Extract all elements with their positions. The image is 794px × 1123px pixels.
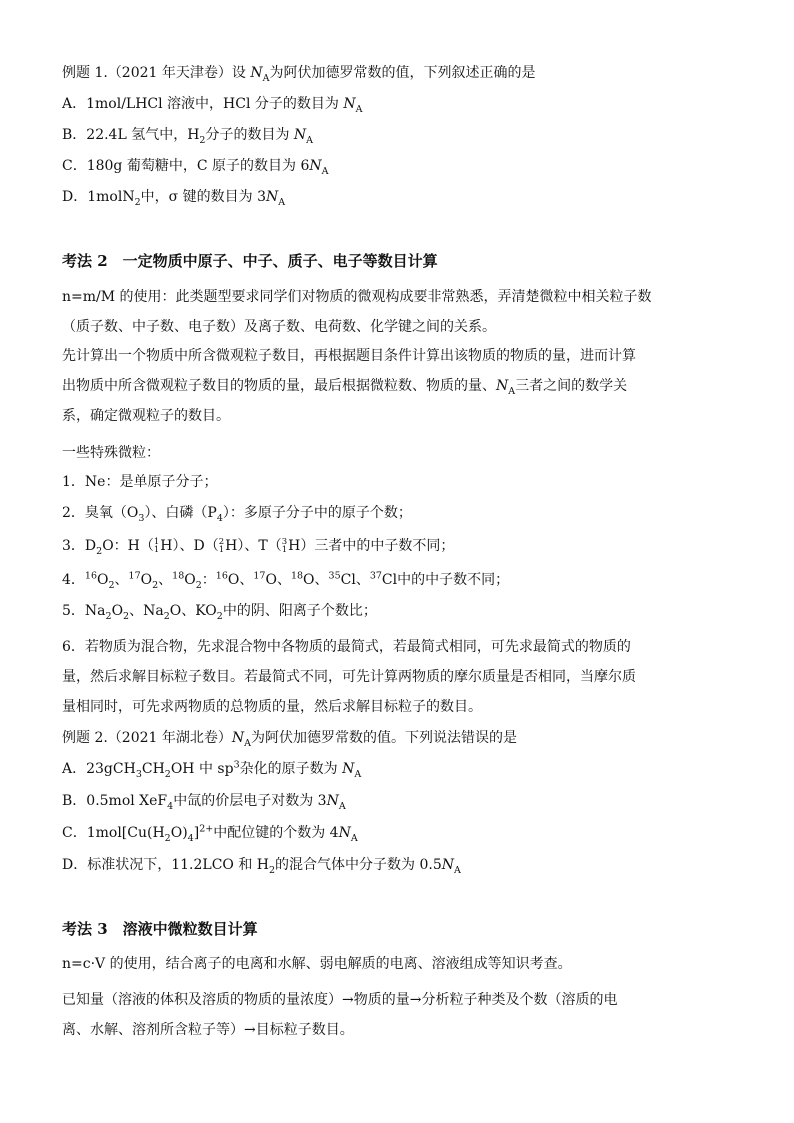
section2-paragraph2-line3: 系，确定微观粒子的数目。: [62, 408, 230, 424]
nuclide-h2: 2 1: [218, 536, 225, 555]
example2-option-a: A．$23gCH_3CH_2OH$ 中 $sp^3$杂化的原子数为 $N_A$: [62, 759, 362, 780]
example2-option-c: C．$1mol[Cu(H_2O)_4]^{2+}$中配位键的个数为 $4N_A$: [62, 823, 358, 844]
section2-paragraph1-line1: n=m/M 的使用：此类题型要求同学们对物质的微观构成要非常熟悉，弄清楚微粒中相关粒子数: [62, 289, 652, 305]
special-particles-title: 一些特殊微粒：: [62, 445, 160, 461]
section2-heading: 考法 2 一定物质中原子、中子、质子、电子等数目计算: [62, 252, 438, 270]
special-item-6-line2: 量，然后求解目标粒子数目。若最简式不同，可先计算两物质的摩尔质量是否相同，当摩尔质: [62, 669, 636, 685]
special-item-2: 2．臭氧$(O_3)$、白磷$(P_4)$：多原子分子中的原子个数；: [62, 505, 412, 524]
section2-paragraph2-line1: 先计算出一个物质中所含微观粒子数目，再根据题目条件计算出该物质的物质的量，进而计算: [62, 348, 636, 364]
section2-paragraph2-line2: 出物质中所含微观粒子数目的物质的量，最后根据微粒数、物质的量、$N_A$三者之间的数学关: [62, 378, 628, 397]
example1-option-b: B．22.4L 氢气中，$H_2$分子的数目为 $N_A$: [62, 127, 314, 146]
special-item-3: 3．$D_2O$：H（ 1 1 H）、D（ 2 1 H）、T（ 3 1 H）三者中的中子数不同；: [62, 536, 455, 557]
example2-option-d: D．标准状况下，11.2LCO 和 $H_2$的混合气体中分子数为 $0.5N_A$: [62, 857, 461, 876]
section2-paragraph1-line2: （质子数、中子数、电子数）及离子数、电荷数、化学键之间的关系。: [62, 319, 496, 335]
special-item-5: 5．$Na_2O_2$、$Na_2O$、$KO_2$中的阴、阳离子个数比；: [62, 603, 377, 622]
section3-paragraph2-line1: 已知量（溶液的体积及溶质的物质的量浓度）→物质的量→分析粒子种类及个数（溶质的电: [62, 992, 618, 1008]
special-item-6-line1: 6．若物质为混合物，先求混合物中各物质的最简式，若最简式相同，可先求最简式的物质的: [62, 639, 631, 655]
example2-stem: 例题 2.（2021 年湖北卷）$N_A$为阿伏加德罗常数的值。下列说法错误的是: [62, 730, 518, 749]
example1-stem: 例题 1.（2021 年天津卷）设 $N_A$为阿伏加德罗常数的值，下列叙述正确的是: [62, 65, 536, 84]
section3-paragraph1: n=c·V 的使用，结合离子的电离和水解、弱电解质的电离、溶液组成等知识考查。: [62, 956, 572, 972]
example1-option-d: D．1molN$_2$中，σ 键的数目为 $3N_A$: [62, 189, 286, 208]
example2-option-b: B．0.5mol XeF$_4$中氙的价层电子对数为 $3N_A$: [62, 793, 346, 812]
special-item-6-line3: 量相同时，可先求两物质的总物质的量，然后求解目标粒子的数目。: [62, 699, 482, 715]
example1-option-a: A．1mol/LHCl 溶液中，HCl 分子的数目为 $N_A$: [62, 96, 363, 115]
special-item-4: 4．$^{16}O_2$、$^{17}O_2$、$^{18}O_2$：$^{16}$O、$^{17}$O、$^{18}$O、$^{35}$Cl、$^{37}$Cl中的中子数不同；: [62, 570, 510, 591]
section3-heading: 考法 3 溶液中微粒数目计算: [62, 920, 258, 938]
nuclide-h1: 1 1: [153, 536, 160, 555]
section3-paragraph2-line2: 离、水解、溶剂所含粒子等）→目标粒子数目。: [62, 1022, 354, 1038]
example1-option-c: C．180g 葡萄糖中，C 原子的数目为 $6N_A$: [62, 158, 329, 177]
nuclide-h3: 3 1: [281, 536, 288, 555]
special-item-1: 1．Ne：是单原子分子；: [62, 474, 218, 490]
